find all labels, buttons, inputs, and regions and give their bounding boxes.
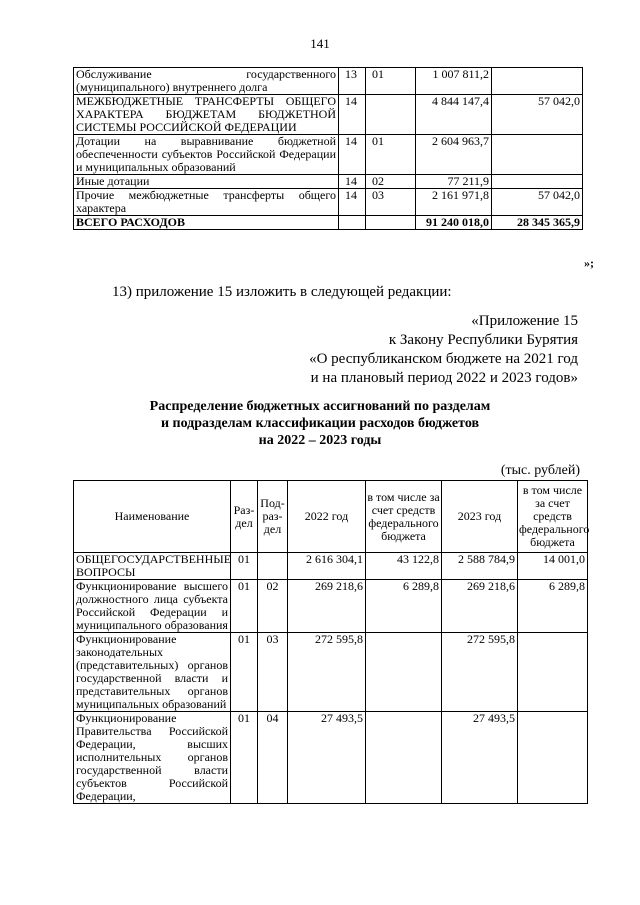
row-section: 14 (339, 135, 366, 175)
closing-quote: »; (584, 256, 594, 270)
table-row (74, 712, 588, 804)
row-name: Прочие межбюджетные трансферты общего характера (74, 189, 339, 216)
table-row (74, 633, 588, 712)
table-row (74, 580, 588, 633)
row-subsection: 01 (366, 135, 416, 175)
table-row (74, 135, 583, 175)
appendix-line: «О республиканском бюджете на 2021 год (309, 351, 578, 367)
row-federal-2022 (366, 712, 442, 804)
table-header-row (74, 481, 588, 553)
row-amount: 4 844 147,4 (416, 95, 492, 135)
row-2022: 2 616 304,1 (288, 553, 366, 580)
row-federal (492, 68, 583, 95)
row-name: ОБЩЕГОСУДАРСТВЕННЫЕ ВОПРОСЫ (74, 553, 231, 580)
total-section (339, 216, 366, 230)
row-federal-2022 (366, 633, 442, 712)
header-2023: 2023 год (442, 481, 518, 553)
appendix-header (309, 312, 578, 388)
row-name: Иные дотации (74, 175, 339, 189)
row-2023: 27 493,5 (442, 712, 518, 804)
table-row (74, 175, 583, 189)
row-subsection: 01 (366, 68, 416, 95)
row-name: Дотации на выравнивание бюджетной обеспеченности субъектов Российской Федерации и муниципальных образований (74, 135, 339, 175)
total-amount: 91 240 018,0 (416, 216, 492, 230)
total-federal: 28 345 365,9 (492, 216, 583, 230)
row-federal: 57 042,0 (492, 189, 583, 216)
row-2023: 269 218,6 (442, 580, 518, 633)
row-amount: 2 161 971,8 (416, 189, 492, 216)
appendix-line: «Приложение 15 (471, 313, 578, 329)
total-row (74, 216, 583, 230)
row-federal (492, 175, 583, 189)
table-row (74, 95, 583, 135)
header-federal-2023: в том числе за счет средств федерального бюджета (518, 481, 588, 553)
expenses-table-top (73, 67, 583, 230)
row-2022: 27 493,5 (288, 712, 366, 804)
row-subsection (366, 95, 416, 135)
page-number: 141 (310, 36, 330, 51)
row-name: Функционирование законодательных (представительных) органов государственной власти и представительных органов муниципальных образований (74, 633, 231, 712)
header-federal-2022: в том числе за счет средств федерального бюджета (366, 481, 442, 553)
title-line: Распределение бюджетных ассигнований по разделам (149, 399, 491, 414)
row-name: МЕЖБЮДЖЕТНЫЕ ТРАНСФЕРТЫ ОБЩЕГО ХАРАКТЕРА БЮДЖЕТАМ БЮДЖЕТНОЙ СИСТЕМЫ РОССИЙСКОЙ ФЕДЕРАЦИИ (74, 95, 339, 135)
appendix-line: к Закону Республики Бурятия (388, 332, 578, 348)
row-subsection: 02 (258, 580, 288, 633)
appendix-line: и на плановый период 2022 и 2023 годов» (310, 370, 578, 386)
row-amount: 1 007 811,2 (416, 68, 492, 95)
row-federal-2023 (518, 712, 588, 804)
header-2022: 2022 год (288, 481, 366, 553)
total-label: ВСЕГО РАСХОДОВ (74, 216, 339, 230)
row-2022: 269 218,6 (288, 580, 366, 633)
title-line: и подразделам классификации расходов бюджетов (160, 416, 480, 431)
row-2023: 272 595,8 (442, 633, 518, 712)
row-subsection: 04 (258, 712, 288, 804)
amendment-text: 13) приложение 15 изложить в следующей редакции: (112, 284, 452, 300)
row-section: 01 (231, 580, 258, 633)
row-federal-2023: 6 289,8 (518, 580, 588, 633)
header-section: Раз-дел (231, 481, 258, 553)
row-subsection: 02 (366, 175, 416, 189)
header-subsection: Под-раз-дел (258, 481, 288, 553)
row-name: Функционирование Правительства Российской Федерации, высших исполнительных органов государственной власти субъектов Российской Федерации, (74, 712, 231, 804)
row-subsection: 03 (366, 189, 416, 216)
row-amount: 77 211,9 (416, 175, 492, 189)
header-name: Наименование (74, 481, 231, 553)
row-2023: 2 588 784,9 (442, 553, 518, 580)
row-2022: 272 595,8 (288, 633, 366, 712)
row-federal-2023 (518, 633, 588, 712)
row-section: 01 (231, 633, 258, 712)
total-subsection (366, 216, 416, 230)
table-row (74, 68, 583, 95)
row-section: 14 (339, 189, 366, 216)
row-section: 14 (339, 175, 366, 189)
row-section: 01 (231, 553, 258, 580)
row-subsection: 03 (258, 633, 288, 712)
table-row (74, 553, 588, 580)
row-federal (492, 135, 583, 175)
row-section: 14 (339, 95, 366, 135)
units-label: (тыс. рублей) (500, 463, 580, 478)
budget-distribution-table (73, 480, 588, 804)
title-line: на 2022 – 2023 годы (258, 433, 382, 448)
row-federal: 57 042,0 (492, 95, 583, 135)
row-amount: 2 604 963,7 (416, 135, 492, 175)
row-section: 01 (231, 712, 258, 804)
row-federal-2022: 6 289,8 (366, 580, 442, 633)
document-title (0, 398, 640, 449)
row-name: Обслуживание государственного (муниципального) внутреннего долга (74, 68, 339, 95)
row-federal-2023: 14 001,0 (518, 553, 588, 580)
row-subsection (258, 553, 288, 580)
row-name: Функционирование высшего должностного лица субъекта Российской Федерации и муниципального образования (74, 580, 231, 633)
row-section: 13 (339, 68, 366, 95)
row-federal-2022: 43 122,8 (366, 553, 442, 580)
table-row (74, 189, 583, 216)
